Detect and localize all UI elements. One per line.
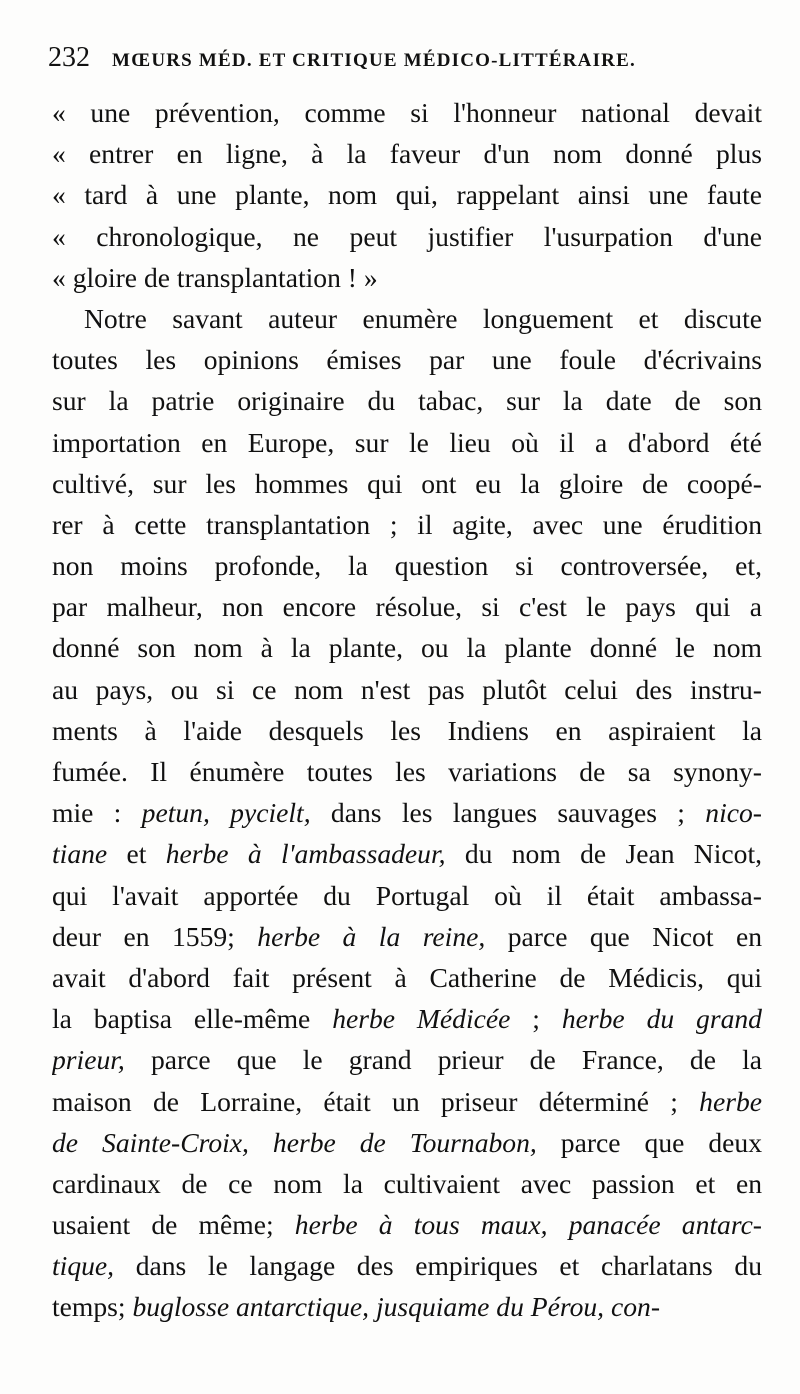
text-segment: parce que le grand prieur de France, de la [124, 1044, 762, 1076]
running-title: MŒURS MÉD. ET CRITIQUE MÉDICO-LITTÉRAIRE. [112, 50, 636, 71]
text-line [52, 1286, 762, 1327]
text-segment: dans le langage des empiriques et charlatans du [114, 1250, 762, 1282]
text-line: ments à l'aide desquels les Indiens en aspiraient la [52, 714, 762, 746]
text-line: avait d'abord fait présent à Catherine de Médicis, qui [52, 961, 762, 993]
text-line: « entrer en ligne, à la faveur d'un nom donné plus [52, 138, 762, 170]
body-text [52, 92, 762, 1328]
italic-text: herbe Médicée [332, 1003, 511, 1035]
italic-text: tique, [52, 1250, 115, 1282]
text-segment: la baptisa elle-même [52, 1003, 333, 1035]
text-line: par malheur, non encore résolue, si c'est le pays qui a [52, 591, 762, 623]
text-line: fumée. Il énumère toutes les variations de sa synony- [52, 756, 762, 787]
text-line [52, 833, 762, 874]
text-line: cardinaux de ce nom la cultivaient avec passion et en [52, 1167, 762, 1199]
text-line: rer à cette transplantation ; il agite, avec une érudition [52, 508, 762, 540]
text-line [52, 1245, 762, 1286]
italic-text: buglosse antarctique, jusquiame du Pérou, con- [132, 1291, 661, 1323]
text-line [52, 1081, 762, 1122]
text-line: « une prévention, comme si l'honneur national devait [52, 97, 762, 128]
text-segment: ; [510, 1003, 562, 1035]
text-line [52, 1204, 762, 1245]
text-line: sur la patrie originaire du tabac, sur la date de son [52, 385, 762, 417]
italic-text: herbe à l'ambassadeur, [165, 838, 446, 870]
text-line: cultivé, sur les hommes qui ont eu la gloire de coopé- [52, 467, 762, 499]
text-line: non moins profonde, la question si controversée, et, [52, 550, 762, 582]
text-line: importation en Europe, sur le lieu où il a d'abord été [52, 426, 762, 458]
text-line [52, 792, 762, 833]
text-line [52, 916, 762, 957]
text-segment: mie : [52, 797, 142, 829]
italic-text: petun, pycielt, [141, 797, 311, 829]
italic-text: nico- [705, 797, 762, 829]
italic-text: de Sainte-Croix, herbe de Tournabon, [52, 1126, 537, 1158]
text-segment: et [107, 838, 166, 870]
text-segment: du nom de Jean Nicot, [445, 838, 762, 870]
text-line: Notre savant auteur enumère longuement et discute [84, 302, 762, 334]
italic-text: herbe à tous maux, panacée antarc- [294, 1209, 762, 1241]
italic-text: herbe à la reine, [257, 920, 486, 952]
italic-text: prieur, [52, 1044, 125, 1076]
text-segment: dans les langues sauvages ; [310, 797, 706, 829]
text-line: qui l'avait apportée du Portugal où il était ambassa- [52, 879, 762, 911]
text-segment: parce que Nicot en [485, 920, 762, 952]
text-segment: usaient de même; [52, 1209, 295, 1241]
italic-text: herbe [699, 1085, 762, 1117]
text-line [52, 1039, 762, 1080]
text-segment: parce que deux [536, 1126, 762, 1158]
text-segment: maison de Lorraine, était un priseur déterminé ; [52, 1085, 700, 1117]
text-line: « gloire de transplantation ! » [52, 261, 378, 293]
italic-text: tiane [52, 838, 108, 870]
text-line: au pays, ou si ce nom n'est pas plutôt celui des instru- [52, 673, 762, 705]
text-segment: deur en 1559; [52, 920, 258, 952]
text-line [52, 1122, 762, 1163]
text-line: « chronologique, ne peut justifier l'usurpation d'une [52, 220, 762, 252]
text-line: « tard à une plante, nom qui, rappelant ainsi une faute [52, 179, 762, 211]
page-header [48, 42, 748, 82]
page-number: 232 [48, 42, 90, 73]
text-segment: temps; [52, 1291, 133, 1323]
text-line [52, 998, 762, 1039]
text-line: toutes les opinions émises par une foule d'écrivains [52, 344, 762, 376]
text-line: donné son nom à la plante, ou la plante donné le nom [52, 632, 762, 664]
italic-text: herbe du grand [561, 1003, 762, 1035]
